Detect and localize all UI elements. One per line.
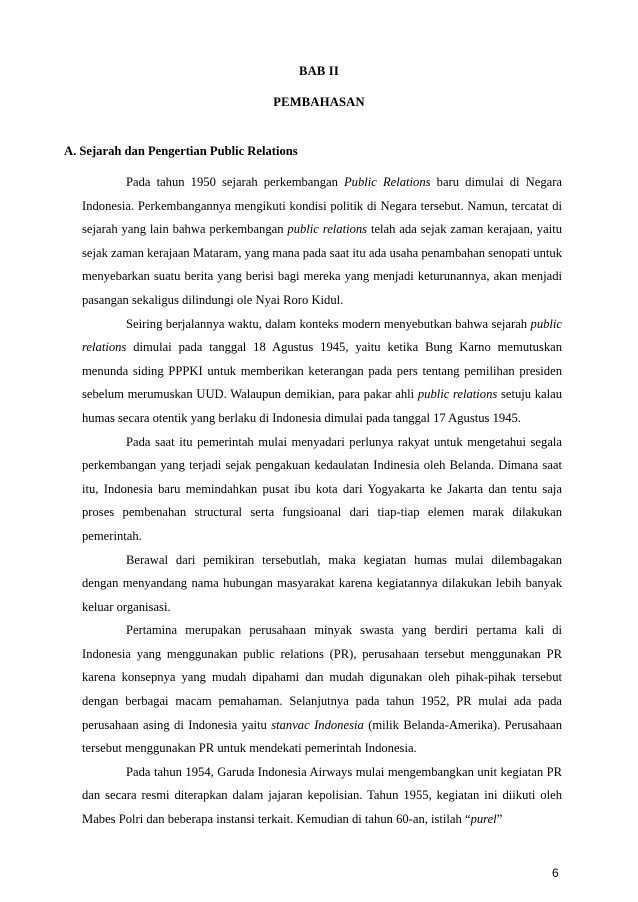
text-run: Pertamina merupakan perusahaan minyak swasta yang berdiri pertama kali di Indonesia yang menggunakan public relations (PR), perusahaan tersebut menggunakan PR karena konsepnya yang mudah dipahami dan mudah digunakan oleh pihak-pihak tersebut dengan berbagai macam pemahaman. Selanjutnya pada tahun 1952, PR mulai ada pada perusahaan asing di Indonesia yaitu [82, 623, 562, 732]
page-number: 6 [552, 866, 559, 880]
text-run: (milik Belanda-Amerika). Perusahaan tersebut menggunakan PR untuk mendekati pemerintah Indonesia. [82, 717, 563, 756]
chapter-title: PEMBAHASAN [273, 95, 365, 109]
text-run: dimulai pada tanggal 18 Agustus 1945, yaitu ketika Bung Karno memutuskan menunda siding PPPKI untuk memberikan keterangan pada pers tentang pemilihan presiden sebelum merumuskan UUD. Walaupun demikian, para pakar ahli [82, 340, 562, 402]
text-run: Pada tahun 1954, Garuda Indonesia Airways mulai mengembangkan unit kegiatan PR dan secara resmi diterapkan dalam jajaran kepolisian. Tahun 1955, kegiatan ini diikuti oleh Mabes Polri dan beberapa instansi terkait. Kemudian di tahun 60-an, istilah “ [82, 764, 562, 827]
text-run: Pada saat itu pemerintah mulai menyadari perlunya rakyat untuk mengetahui segala perkembangan yang terjadi sejak pengakuan kedaulatan Indinesia oleh Belanda. Dimana saat itu, Indonesia baru memindahkan pusat ibu kota dari Yogyakarta ke Jakarta dan tentu saja proses pembenahan structural serta fungsioanal dari tiap-tiap elemen marak dilakukan pemerintah. [82, 434, 562, 543]
italic-term: public relations [82, 316, 562, 355]
paragraph [82, 761, 562, 832]
text-run: Berawal dari pemikiran tersebutlah, maka kegiatan humas mulai dilembagakan dengan menyandang nama hubungan masyarakat karena kegiatannya dilakukan lebih banyak keluar organisasi. [82, 552, 562, 614]
text-run: setuju kalau humas secara otentik yang berlaku di Indonesia dimulai pada tanggal 17 Agustus 1945. [82, 387, 562, 425]
text-run: baru dimulai di Negara Indonesia. Perkembangannya mengikuti kondisi politik di Negara tersebut. Namun, tercatat di sejarah yang lain bahwa perkembangan [82, 175, 562, 237]
paragraph [82, 549, 562, 620]
chapter-number: BAB II [298, 64, 340, 78]
text-run: Pada tahun 1950 sejarah perkembangan [126, 175, 344, 189]
text-run: Seiring berjalannya waktu, dalam konteks modern menyebutkan bahwa sejarah [126, 316, 531, 331]
paragraph [82, 431, 562, 549]
text-run: ” [496, 812, 503, 827]
paragraph [82, 313, 562, 431]
paragraph [82, 171, 562, 313]
italic-term: Public Relations [343, 175, 431, 189]
italic-term: public relations [417, 387, 498, 402]
italic-term: public relations [287, 222, 368, 237]
paragraph [82, 619, 562, 761]
text-run: telah ada sejak zaman kerajaan, yaitu sejak zaman kerajaan Mataram, yang mana pada saat itu ada usaha penambahan senopati untuk menyebarkan suatu berita yang berisi bagi mereka yang menjadi keturunannya, akan menjadi pasangan sekaligus dilindungi ole Nyai Roro Kidul. [82, 222, 562, 307]
italic-term: stanvac Indonesia [271, 717, 364, 732]
body-text [82, 171, 562, 832]
italic-term: purel [470, 812, 497, 827]
section-heading: A. Sejarah dan Pengertian Public Relations [64, 144, 298, 158]
